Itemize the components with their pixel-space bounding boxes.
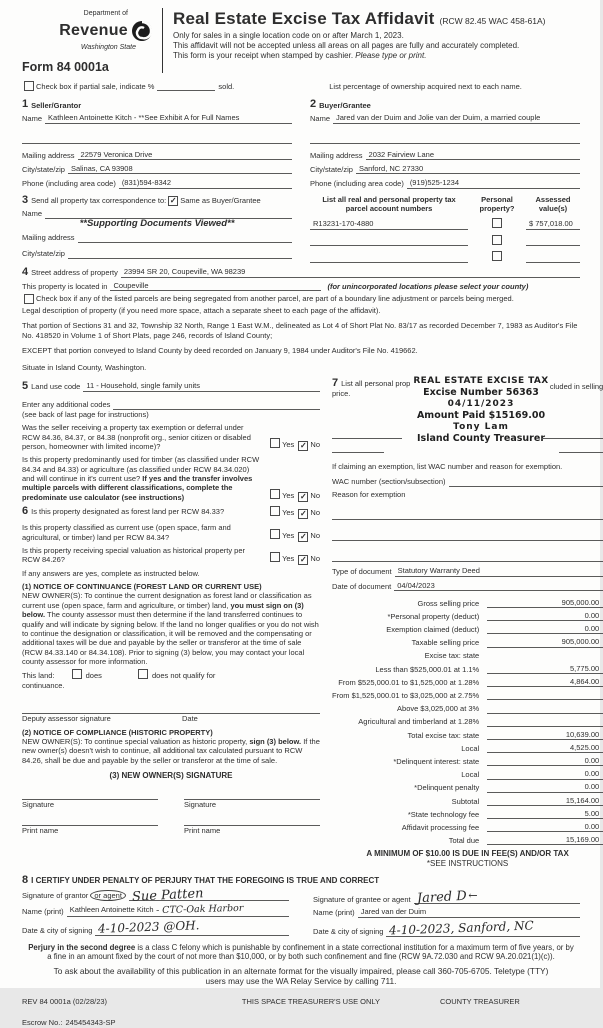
tax-value-field[interactable]: 15,164.00 [487, 796, 603, 806]
tax-value-field[interactable]: 4,864.00 [487, 677, 603, 687]
does-not-checkbox[interactable] [138, 669, 148, 679]
date-of-document-label: Date of document [332, 581, 392, 591]
q6c-no-checkbox[interactable]: ✓ [300, 554, 307, 564]
correspondence-city-field[interactable] [68, 249, 292, 259]
seller-phone-field[interactable]: (831)594-8342 [119, 178, 292, 188]
tax-row: Total excise tax: state 10,639.00 [332, 727, 603, 740]
rev-form-number: REV 84 0001a (02/28/23) [22, 996, 108, 1006]
ownership-percentage-note: List percentage of ownership acquired next to each name. [329, 81, 522, 91]
dor-logo [22, 6, 154, 75]
grantee-signature-field[interactable]: Jared D ← [414, 889, 580, 904]
q2-yes-checkbox[interactable] [270, 489, 280, 499]
buyer-city-label: City/state/zip [310, 164, 353, 174]
section-1-number: 1 [22, 98, 29, 111]
q6a-yes-checkbox[interactable] [270, 506, 280, 516]
stamp-amount-paid: Amount Paid $15169.00 [416, 410, 546, 422]
stamp-left-line-1 [332, 438, 402, 439]
date-of-document-field[interactable]: 04/04/2023 [394, 581, 603, 591]
signature-label-1: Signature [22, 800, 55, 809]
land-use-code-label: Land use code [31, 382, 81, 392]
timber-agriculture-question: Is this property predominantly used for timber (as classified under RCW 84.34 and 84.33) or agriculture (as classified under RCW 84.34.020) and will continue in it's current use? If yes and the transfer involves multiple parcels with different classifications, complete the predominate use calculator (see instructions) Yes ✓ No [22, 455, 320, 502]
tax-row: Above $3,025,000 at 3% [332, 700, 603, 713]
personal-property-checkbox[interactable] [492, 218, 502, 228]
washington-state-label: Washington State [80, 43, 136, 51]
tax-row: Gross selling price 905,000.00 [332, 595, 603, 608]
grantor-signature-field[interactable]: Sue Patten [129, 889, 289, 900]
tax-value-field[interactable]: 0.00 [487, 756, 603, 766]
tax-value-field[interactable]: 10,639.00 [487, 730, 603, 740]
buyer-grantee-section [310, 99, 580, 189]
reason-line-2[interactable] [332, 531, 603, 541]
partial-sale-percent-field[interactable] [157, 81, 215, 91]
buyer-mailing-field[interactable]: 2032 Fairview Lane [366, 150, 580, 160]
tax-value-field[interactable]: 0.00 [487, 822, 603, 832]
page-title: Real Estate Excise Tax Affidavit [173, 9, 435, 28]
forest-land-question: 6 Is this property designated as forest land per RCW 84.33? Yes ✓ No [22, 505, 320, 519]
tax-row: Taxable selling price 905,000.00 [332, 634, 603, 647]
stamp-treasurer-title: Island County Treasurer [417, 433, 545, 445]
land-use-code-field[interactable]: 11 - Household, single family units [83, 381, 320, 391]
stamp-title: REAL ESTATE EXCISE TAX [413, 375, 549, 386]
grantor-printname-label: Name (print) [22, 907, 64, 917]
additional-codes-field[interactable] [113, 400, 320, 410]
seller-mailing-label: Mailing address [22, 150, 75, 160]
does-label: does [85, 671, 102, 681]
tax-value-field[interactable]: 4,525.00 [487, 743, 603, 753]
wac-number-label: WAC number (section/subsection) [332, 477, 446, 487]
sold-label: sold. [218, 81, 235, 91]
section-4-number: 4 [22, 265, 29, 278]
legal-description-paragraph-3: Situate in Island County, Washington. [22, 363, 147, 373]
q1-no-checkbox[interactable]: ✓ [300, 441, 307, 451]
does-checkbox[interactable] [72, 669, 82, 679]
grantee-signature-mark: ← [468, 889, 478, 903]
q1-yes-checkbox[interactable] [270, 438, 280, 448]
buyer-city-field[interactable]: Sanford, NC 27330 [356, 164, 580, 174]
buyer-name-label: Name [310, 114, 331, 124]
section-7-number: 7 [332, 376, 339, 389]
deputy-labels-row [22, 714, 320, 723]
grantor-certification [22, 886, 289, 936]
grantee-date-label: Date & city of signing [313, 927, 384, 937]
land-qualify-row [22, 669, 320, 680]
perjury-notice: Perjury in the second degree is a class C felony which is punishable by confinement in a state correctional institution for a maximum term of five years, or by a fine in an amount fixed by the court of not more than $10,000, or by both such confinement and fine (RCW 9A.72.030 and RCW 9A.20.021(1)(c)). [28, 942, 574, 962]
seller-grantor-heading: Seller/Grantor [31, 100, 82, 110]
q6c-yes-checkbox[interactable] [270, 552, 280, 562]
partial-sale-checkbox[interactable] [24, 81, 34, 91]
tax-row: Affidavit processing fee 0.00 [332, 819, 603, 832]
notice-continuance-title: (1) NOTICE OF CONTINUANCE (FOREST LAND OR CURRENT USE) [22, 582, 262, 591]
alternate-format-notice: To ask about the availability of this publication in an alternate format for the visually impaired, please call 360-705-6705. Teletype (TTY) users may use the WA Relay Service by calling 711. [53, 966, 549, 987]
seller-city-label: City/state/zip [22, 164, 65, 174]
tax-value-field[interactable]: 905,000.00 [487, 637, 603, 647]
personal-property-text-left: List all personal prop [341, 379, 411, 389]
seller-mailing-field[interactable]: 22579 Veronica Drive [78, 150, 292, 160]
correspondence-label: Send all property tax correspondence to: [31, 196, 167, 206]
print-name-label-2: Print name [184, 826, 221, 836]
seller-phone-label: Phone (including area code) [22, 179, 116, 189]
stamp-date: 04/11/2023 [447, 398, 515, 409]
header-note-2: This affidavit will not be accepted unless all areas on all pages are fully and accurately completed. [173, 41, 520, 51]
parcel-table [310, 195, 580, 263]
section-8-number: 8 [22, 874, 29, 887]
seller-city-field[interactable]: Salinas, CA 93908 [68, 164, 292, 174]
signature-label-2: Signature [184, 800, 217, 809]
property-address-section [22, 267, 580, 373]
treasurer-stamp [376, 376, 586, 445]
new-owner-printname-field-1[interactable] [22, 815, 158, 826]
tax-value-field[interactable]: 0.00 [487, 611, 603, 621]
tax-value-field[interactable] [487, 713, 603, 714]
grantor-printname-field[interactable]: Kathleen Antoinette Kitch - CTC-Oak Harbor [67, 904, 289, 917]
parcel-row [310, 235, 580, 246]
deputy-assessor-signature-field[interactable] [22, 704, 320, 714]
legal-description-label: Legal description of property (if you need more space, attach a separate sheet to each page of the affidavit). [22, 305, 381, 315]
exemption-deferral-question: Was the seller receiving a property tax exemption or deferral under RCW 84.36, 84.37, or 84.38 (nonprofit org., senior citizen or disabled person, homeowner with limited income)? Yes ✓ No [22, 423, 320, 451]
assessed-value-field[interactable]: $ 757,018.00 [526, 219, 580, 229]
tax-row: Less than $525,000.01 at 1.1% 5,775.00 [332, 661, 603, 674]
tax-row: Local 0.00 [332, 766, 603, 779]
same-as-buyer-checkbox[interactable]: ✓ [169, 195, 177, 205]
grantor-handwritten-note: - CTC-Oak Harbor [155, 902, 244, 916]
form-header [22, 6, 580, 75]
tax-row: *Personal property (deduct) 0.00 [332, 608, 603, 621]
tax-row-header: Excise tax: state [424, 651, 480, 661]
historical-property-question: Is this property receiving special valuation as historical property per RCW 84.26? Yes ✓ No [22, 545, 320, 565]
if-yes-note: If any answers are yes, complete as instructed below. [22, 568, 200, 578]
legal-description-paragraph-2: EXCEPT that portion conveyed to Island County by deed recorded on January 9, 1984 under Auditor's File No. 419662. [22, 346, 418, 355]
tax-row: Subtotal 15,164.00 [332, 793, 603, 806]
stamp-excise-number: Excise Number 56363 [423, 387, 539, 398]
stamp-left-line-2 [332, 452, 384, 453]
grantee-printname-field[interactable]: Jared van der Duim [358, 907, 580, 917]
escrow-number-label: Escrow No.: [22, 1018, 63, 1028]
this-land-label: This land: [22, 671, 55, 681]
personal-property-checkbox[interactable] [492, 251, 502, 261]
tax-row: From $525,000.01 to $1,525,000 at 1.28% 4,864.00 [332, 674, 603, 687]
does-not-label: does not qualify for [151, 671, 216, 681]
parcel-number-field[interactable]: R13231-170-4880 [310, 219, 468, 229]
street-address-label: Street address of property [31, 268, 118, 278]
tax-value-field[interactable] [487, 726, 603, 727]
buyer-name-field[interactable]: Jared van der Duim and Jolie van der Duim, a married couple [333, 113, 580, 123]
treasurer-use-only-label: THIS SPACE TREASURER'S USE ONLY [241, 996, 381, 1006]
header-divider [162, 8, 163, 73]
tax-value-field[interactable]: 5,775.00 [487, 664, 603, 674]
tax-row: Local 4,525.00 [332, 740, 603, 753]
tax-value-field[interactable]: 0.00 [487, 769, 603, 779]
q2-no-checkbox[interactable]: ✓ [300, 492, 307, 502]
continuance-label: continuance. [22, 680, 65, 690]
new-owner-printname-field-2[interactable] [184, 815, 320, 826]
tax-row: *Delinquent penalty 0.00 [332, 780, 603, 793]
seller-name-label: Name [22, 114, 43, 124]
tax-computation-table [332, 595, 603, 846]
grantor-date-label: Date & city of signing [22, 926, 93, 936]
unincorporated-note: (for unincorporated locations please select your county) [327, 281, 529, 291]
assessed-value-field[interactable] [526, 253, 580, 263]
parcel-numbers-header: List all real and personal property tax parcel account numbers [322, 194, 456, 213]
escrow-number-value: 245454343-SP [65, 1018, 116, 1028]
wac-number-field[interactable] [449, 477, 603, 487]
buyer-grantee-heading: Buyer/Grantee [319, 100, 371, 110]
notice-continuance-body: NEW OWNER(S): To continue the current designation as forest land or classification as current use (open space, farm and agriculture, or timber) land, you must sign on (3) below. The county assessor must then determine if the land transferred continues to qualify and will indicate by signing below. If the land no longer qualifies or you do not wish to continue the designation or classification, it will be removed and the compensating or additional taxes will be due and payable by the seller or transferor at the time of sale (RCW 84.33.140 or 84.34.108). Prior to signing (3) below, you may contact your local county assessor for more information. [22, 591, 319, 666]
grantee-certification [313, 889, 580, 936]
rcw-reference: (RCW 82.45 WAC 458-61A) [439, 16, 546, 26]
seller-name-extra-field[interactable] [22, 134, 292, 144]
buyer-mailing-label: Mailing address [310, 150, 363, 160]
q6b-no-checkbox[interactable]: ✓ [300, 531, 307, 541]
seller-grantor-section [22, 99, 292, 189]
revenue-wordmark: Revenue [59, 21, 128, 39]
tax-row: *Delinquent interest: state 0.00 [332, 753, 603, 766]
partial-sale-label: Check box if partial sale, indicate % [36, 81, 155, 91]
tax-row: *State technology fee 5.00 [332, 806, 603, 819]
reason-line-1[interactable] [332, 510, 603, 520]
segregated-checkbox[interactable] [24, 294, 34, 304]
see-back-note: (see back of last page for instructions) [22, 409, 149, 419]
grantor-signature-label: Signature of grantor or agent [22, 891, 126, 900]
correspondence-mailing-label: Mailing address [22, 233, 75, 243]
grantee-printname-label: Name (print) [313, 908, 355, 918]
tax-row: From $1,525,000.01 to $3,025,000 at 2.75% [332, 687, 603, 700]
certification-title: I CERTIFY UNDER PENALTY OF PERJURY THAT THE FOREGOING IS TRUE AND CORRECT [31, 876, 380, 886]
section-3-number: 3 [22, 193, 29, 206]
parcel-row [310, 218, 580, 229]
tax-row: Agricultural and timberland at 1.28% [332, 714, 603, 727]
tax-value-field[interactable]: 5.00 [487, 809, 603, 819]
county-treasurer-label: COUNTY TREASURER [440, 996, 520, 1006]
supporting-documents-stamp: **Supporting Documents Viewed** [79, 217, 235, 229]
personal-property-text-price: price. [332, 388, 351, 398]
tax-value-field[interactable]: 0.00 [487, 624, 603, 634]
new-owner-signature-field-2[interactable] [184, 789, 320, 800]
tax-row: Total due 15,169.00 [332, 832, 603, 845]
buyer-name-extra-field[interactable] [310, 134, 580, 144]
print-name-label-1: Print name [22, 826, 59, 836]
buyer-phone-label: Phone (including area code) [310, 179, 404, 189]
grantee-signature-label: Signature of grantee or agent [313, 894, 411, 904]
stamp-cashier-name: Tony Lam [453, 422, 509, 432]
tax-value-field[interactable]: 15,169.00 [487, 835, 603, 845]
exemption-note: If claiming an exemption, list WAC number and reason for exemption. [332, 461, 563, 471]
excise-tax-column [332, 375, 603, 870]
stamp-right-line-1 [541, 438, 603, 439]
section-5-number: 5 [22, 379, 29, 392]
type-of-document-field[interactable]: Statutory Warranty Deed [395, 566, 603, 576]
current-use-question: Is this property classified as current use (open space, farm and agricultural, or timber) land per RCW 84.34? Yes ✓ No [22, 523, 320, 542]
reason-line-3[interactable] [332, 552, 603, 562]
deputy-assessor-label: Deputy assessor signature [22, 714, 111, 724]
tax-value-field[interactable] [487, 699, 603, 700]
new-owner-signature-field-1[interactable] [22, 789, 158, 800]
stamp-right-line-2 [559, 452, 603, 453]
located-in-label: This property is located in [22, 281, 108, 291]
assessed-value-header: Assessed value(s) [535, 194, 571, 213]
tax-value-field[interactable]: 905,000.00 [487, 598, 603, 608]
land-use-column [22, 378, 320, 870]
additional-codes-label: Enter any additional codes [22, 400, 111, 410]
header-note-3: This form is your receipt when stamped by cashier. Please type or print. [173, 51, 427, 61]
buyer-phone-field[interactable]: (919)525-1234 [407, 178, 580, 188]
grantor-date-field[interactable]: 4-10-2023 @OH. [95, 920, 289, 936]
parcel-number-field[interactable] [310, 253, 468, 263]
type-of-document-label: Type of document [332, 567, 392, 577]
parcel-row [310, 251, 580, 262]
legal-description-paragraph-1: That portion of Sections 31 and 32, Township 32 North, Range 1 East W.M., delineated as Lot 4 of Short Plat No. 83/17 as recorded December 7, 1983 as Auditor's File No. 418520 in Volume 1 of Short Plats, page 246, records of Island County; [22, 321, 578, 340]
correspondence-name-label: Name [22, 209, 43, 219]
see-instructions-note: *SEE INSTRUCTIONS [426, 859, 509, 869]
correspondence-city-label: City/state/zip [22, 249, 65, 259]
form-number: Form 84 0001a [22, 59, 109, 74]
personal-property-header: Personal property? [479, 194, 515, 213]
notice-compliance-title: (2) NOTICE OF COMPLIANCE (HISTORIC PROPERTY) [22, 727, 213, 737]
q6a-no-checkbox[interactable]: ✓ [300, 509, 307, 519]
personal-property-checkbox[interactable] [492, 235, 502, 245]
assessed-value-field[interactable] [526, 236, 580, 246]
notice-compliance-body: NEW OWNER(S): To continue special valuation as historic property, sign (3) below. If the new owner(s) doesn't wish to continue, all additional tax calculated pursuant to RCW 84.26, shall be due and payable by the seller or transferor at the time of sale. [22, 736, 320, 765]
q6b-yes-checkbox[interactable] [270, 529, 280, 539]
segregated-label: Check box if any of the listed parcels are being segregated from another parcel, are part of a boundary line adjustment or parcels being merged. [36, 293, 514, 303]
header-note-1: Only for sales in a single location code on or after March 1, 2023. [173, 31, 404, 41]
new-owners-signature-title: (3) NEW OWNER(S) SIGNATURE [109, 771, 233, 780]
certification-section [22, 875, 580, 936]
property-tax-correspondence-section [22, 195, 292, 263]
parcel-number-field[interactable] [310, 236, 468, 246]
located-in-field[interactable]: Coupeville [110, 281, 321, 291]
minimum-due-note: A MINIMUM OF $10.00 IS DUE IN FEE(S) AND/OR TAX [366, 849, 569, 859]
grantee-date-field[interactable]: 4-10-2023, Sanford, NC [386, 921, 580, 937]
personal-property-stamp-area [332, 375, 603, 475]
deputy-date-label: Date [182, 714, 198, 724]
section-6-number: 6 [22, 505, 29, 518]
personal-property-text-right: cluded in selling [549, 381, 603, 391]
tax-value-field[interactable]: 0.00 [487, 782, 603, 792]
dept-of-label: Department of [83, 10, 128, 17]
tax-row: Exemption claimed (deduct) 0.00 [332, 621, 603, 634]
section-2-number: 2 [310, 98, 317, 111]
dor-swirl-icon [130, 19, 154, 43]
seller-name-field[interactable]: Kathleen Antoinette Kitch - **See Exhibit A for Full Names [45, 113, 292, 123]
correspondence-mailing-field[interactable] [78, 233, 292, 243]
street-address-field[interactable]: 23994 SR 20, Coupeville, WA 98239 [121, 267, 580, 277]
reason-exemption-label: Reason for exemption [332, 489, 406, 499]
same-as-buyer-label: Same as Buyer/Grantee [180, 196, 261, 206]
